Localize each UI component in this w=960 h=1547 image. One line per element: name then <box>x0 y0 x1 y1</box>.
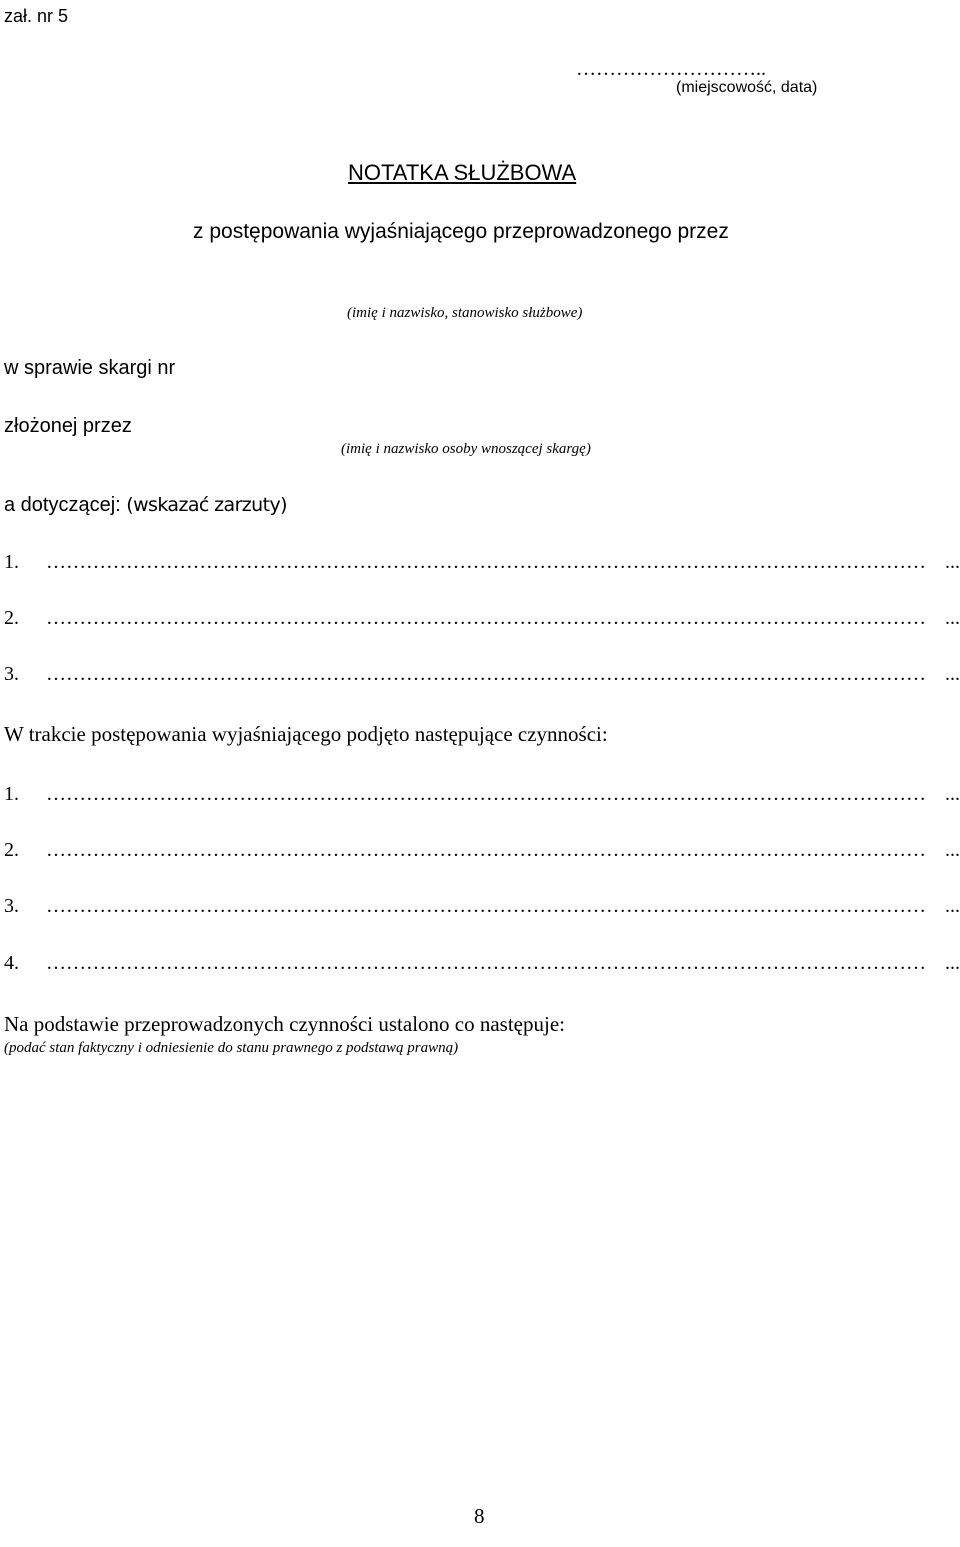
charge-line-end: ... <box>945 607 960 629</box>
conductor-caption: (imię i nazwisko, stanowisko służbowe) <box>347 305 583 321</box>
findings-hint: (podać stan faktyczny i odniesienie do stanu prawnego z podstawą prawną) <box>4 1040 459 1056</box>
charge-line-3[interactable]: 3. …………………………………………………………………………………………………………………… ... <box>4 663 960 685</box>
charge-line-1[interactable]: 1. …………………………………………………………………………………………………………………… ... <box>4 551 960 573</box>
action-line-end: ... <box>945 895 960 917</box>
concerns-label-text: a dotyczącej: <box>4 494 121 516</box>
filed-by-label: złożonej przez <box>4 415 132 437</box>
charge-line-2[interactable]: 2. …………………………………………………………………………………………………………………… ... <box>4 607 960 629</box>
filed-by-caption: (imię i nazwisko osoby wnoszącej skargę) <box>341 441 591 457</box>
charge-number: 1. <box>4 551 19 573</box>
action-line-2[interactable]: 2. …………………………………………………………………………………………………………………… ... <box>4 839 960 861</box>
actions-heading: W trakcie postępowania wyjaśniającego podjęto następujące czynności: <box>4 722 608 746</box>
charge-number: 2. <box>4 607 19 629</box>
action-number: 1. <box>4 783 19 805</box>
attachment-label: zał. nr 5 <box>4 6 69 26</box>
concerns-hint: (wskazać zarzuty) <box>126 494 287 516</box>
charge-number: 3. <box>4 663 19 685</box>
action-number: 3. <box>4 895 19 917</box>
action-line-4[interactable]: 4. …………………………………………………………………………………………………………………… ... <box>4 952 960 974</box>
place-date-dots: ……………………….. <box>576 58 766 80</box>
action-line-end: ... <box>945 952 960 974</box>
action-line-end: ... <box>945 839 960 861</box>
action-line-3[interactable]: 3. …………………………………………………………………………………………………………………… ... <box>4 895 960 917</box>
page-number: 8 <box>474 1504 485 1528</box>
document-title: NOTATKA SŁUŻBOWA <box>348 160 577 185</box>
charge-line-end: ... <box>945 551 960 573</box>
concerns-label <box>4 494 287 517</box>
charge-line-end: ... <box>945 663 960 685</box>
place-date-caption: (miejscowość, data) <box>676 79 818 96</box>
complaint-label: w sprawie skargi nr <box>4 357 176 379</box>
action-number: 4. <box>4 952 19 974</box>
findings-heading: Na podstawie przeprowadzonych czynności ustalono co następuje: <box>4 1012 565 1036</box>
action-number: 2. <box>4 839 19 861</box>
action-line-end: ... <box>945 783 960 805</box>
document-subtitle: z postępowania wyjaśniającego przeprowadzonego przez <box>193 220 729 243</box>
action-line-1[interactable]: 1. …………………………………………………………………………………………………………………… ... <box>4 783 960 805</box>
